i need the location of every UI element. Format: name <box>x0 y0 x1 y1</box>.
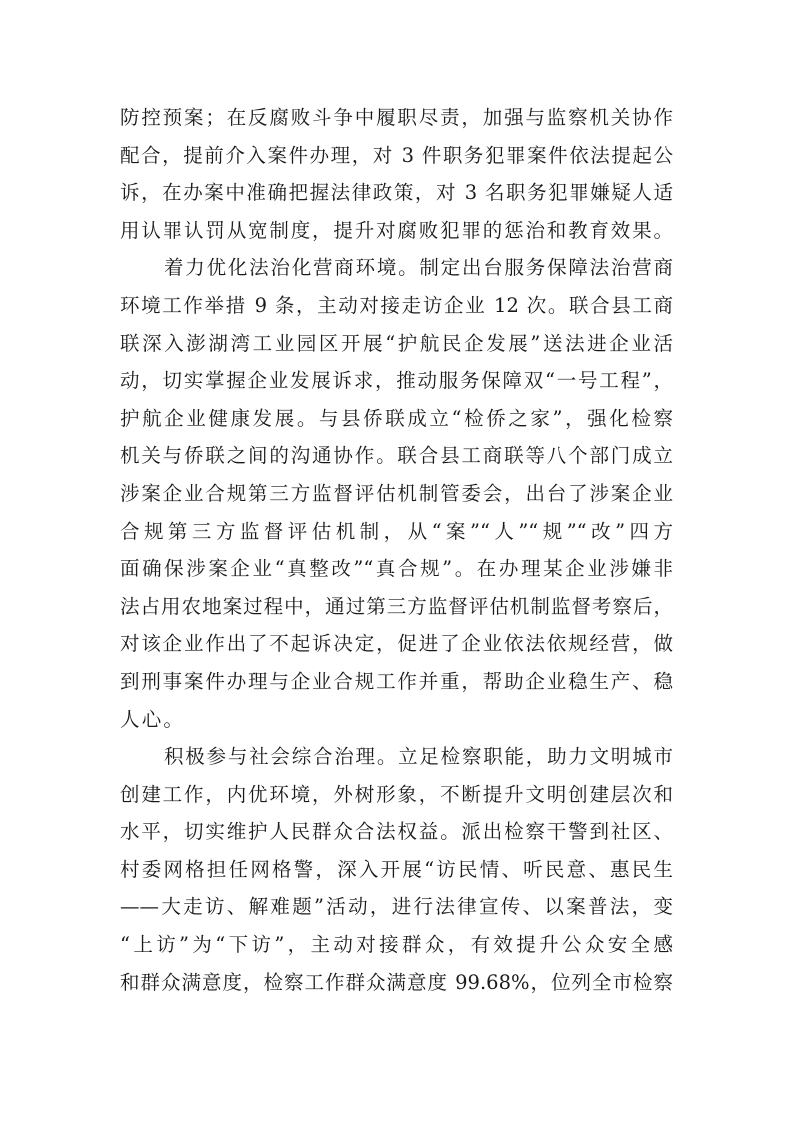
text-line: 配合，提前介入案件办理，对 3 件职务犯罪案件依法提起公 <box>120 143 673 167</box>
text-line: “上访”为“下访”，主动对接群众，有效提升公众安全感 <box>120 933 673 957</box>
text-line: 法占用农地案过程中，通过第三方监督评估机制监督考察后， <box>120 594 673 618</box>
text-line: 防控预案；在反腐败斗争中履职尽责，加强与监察机关协作 <box>120 106 673 129</box>
text-line: 机关与侨联之间的沟通协作。联合县工商联等八个部门成立 <box>120 444 673 468</box>
paragraph-continuation <box>120 99 673 249</box>
paragraph-social-governance <box>120 738 673 1001</box>
text-line: 环境工作举措 9 条，主动对接走访企业 12 次。联合县工商 <box>120 293 673 317</box>
text-line: 动，切实掌握企业发展诉求，推动服务保障双“一号工程”， <box>120 369 673 393</box>
text-line: 诉，在办案中准确把握法律政策，对 3 名职务犯罪嫌疑人适 <box>120 181 673 205</box>
text-line: 村委网格担任网格警，深入开展“访民情、听民意、惠民生 <box>120 857 673 881</box>
document-body <box>120 99 673 1001</box>
text-line: 和群众满意度，检察工作群众满意度 99.68%，位列全市检察 <box>120 970 673 994</box>
text-line: 用认罪认罚从宽制度，提升对腐败犯罪的惩治和教育效果。 <box>120 218 673 242</box>
text-line: 创建工作，内优环境，外树形象，不断提升文明创建层次和 <box>120 782 673 806</box>
text-line: 涉案企业合规第三方监督评估机制管委会，出台了涉案企业 <box>120 481 673 505</box>
text-line: 水平，切实维护人民群众合法权益。派出检察干警到社区、 <box>120 820 673 844</box>
text-line: 护航企业健康发展。与县侨联成立“检侨之家”，强化检察 <box>120 406 673 430</box>
text-line: 到刑事案件办理与企业合规工作并重，帮助企业稳生产、稳 <box>120 669 673 693</box>
text-line-paragraph-start: 积极参与社会综合治理。立足检察职能，助力文明城市 <box>164 745 673 769</box>
text-line-paragraph-start: 着力优化法治化营商环境。制定出台服务保障法治营商 <box>164 256 673 280</box>
text-line: 面确保涉案企业“真整改”“真合规”。在办理某企业涉嫌非 <box>120 557 673 581</box>
text-line: 对该企业作出了不起诉决定，促进了企业依法依规经营，做 <box>120 632 673 656</box>
paragraph-business-environment <box>120 249 673 738</box>
text-line: ——大走访、解难题”活动，进行法律宣传、以案普法，变 <box>120 895 673 919</box>
text-line-paragraph-end: 人心。 <box>120 707 186 731</box>
text-line: 联深入澎湖湾工业园区开展“护航民企发展”送法进企业活 <box>120 331 673 355</box>
text-line: 合规第三方监督评估机制，从“案”“人”“规”“改”四方 <box>120 519 673 543</box>
